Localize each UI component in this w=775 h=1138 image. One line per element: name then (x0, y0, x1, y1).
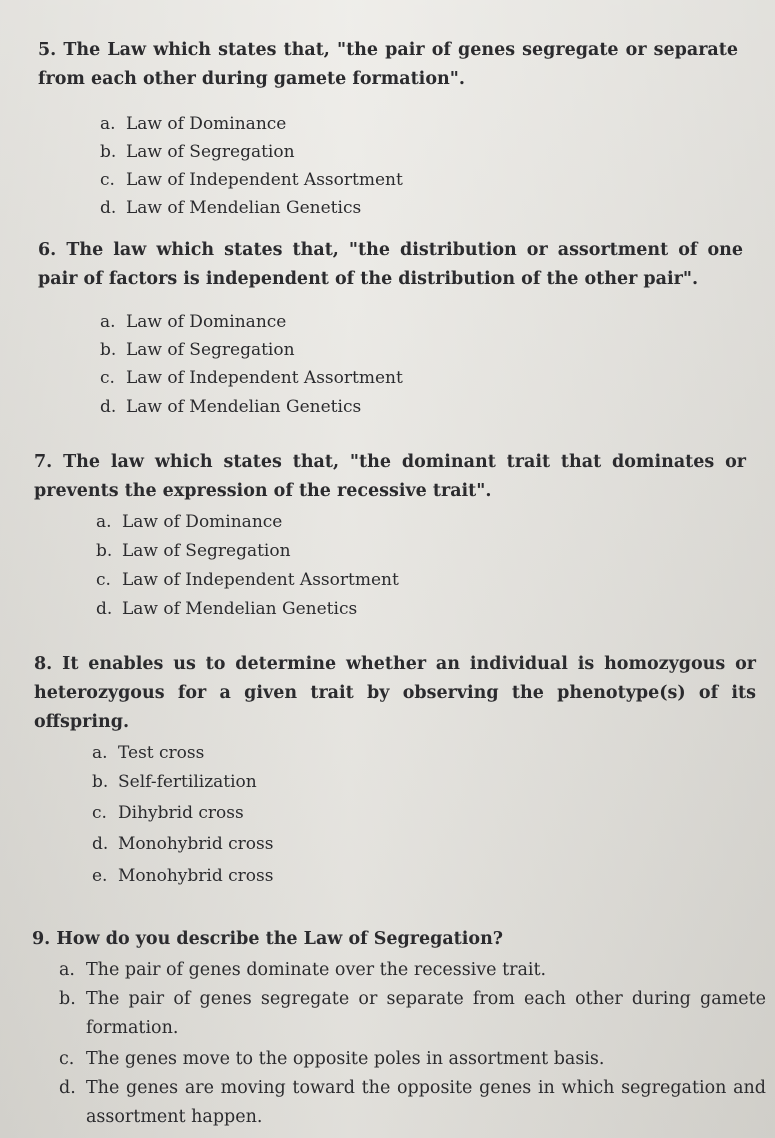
option-b (59, 985, 766, 1043)
option-letter: d. (59, 1078, 76, 1098)
option-letter: d. (100, 198, 117, 218)
question-stem (32, 925, 752, 954)
option-text: Law of Mendelian Genetics (126, 397, 362, 417)
option-text: Law of Independent Assortment (126, 170, 403, 190)
option-b (100, 336, 295, 364)
question-text: It enables us to determine whether an individual is homozygous or heterozygous for a given trait by observing the phenotype(s) of its offspring. (34, 654, 757, 732)
option-text: Law of Dominance (126, 312, 287, 332)
option-letter: c. (100, 170, 115, 190)
option-letter: a. (59, 960, 75, 980)
option-text: Law of Dominance (122, 512, 283, 532)
option-text: Law of Segregation (122, 541, 291, 561)
option-d (96, 595, 357, 623)
question-text: The law which states that, "the distribution or assortment of one pair of factors is independent of the distribution of the other pair". (38, 240, 744, 289)
option-c (96, 566, 399, 594)
option-text: Law of Segregation (126, 142, 295, 162)
question-text: How do you describe the Law of Segregation? (56, 929, 504, 949)
option-text: Law of Mendelian Genetics (122, 599, 358, 619)
question-number: 8. (34, 654, 53, 674)
question-text: The law which states that, "the dominant trait that dominates or prevents the expression of the recessive trait". (34, 452, 746, 501)
option-a (92, 739, 204, 767)
option-text: Test cross (118, 743, 205, 763)
option-text: The pair of genes dominate over the recessive trait. (86, 960, 547, 980)
option-text: Law of Dominance (126, 114, 287, 134)
option-text: Law of Segregation (126, 340, 295, 360)
option-letter: b. (96, 541, 113, 561)
option-letter: a. (100, 312, 116, 332)
option-text: The genes move to the opposite poles in assortment basis. (86, 1049, 605, 1069)
question-text: The Law which states that, "the pair of genes segregate or separate from each other during gamete formation". (38, 40, 738, 89)
option-text: Monohybrid cross (118, 866, 274, 886)
option-c (100, 166, 403, 194)
option-a (59, 956, 766, 985)
question-number: 5. (38, 40, 57, 60)
option-letter: a. (92, 743, 108, 763)
option-b (92, 768, 257, 796)
option-d (100, 194, 361, 222)
option-letter: c. (59, 1049, 75, 1069)
option-text: Monohybrid cross (118, 834, 274, 854)
option-c (59, 1045, 766, 1074)
option-c (100, 364, 403, 392)
question-stem (34, 448, 746, 506)
option-letter: c. (92, 803, 107, 823)
option-text: Law of Mendelian Genetics (126, 198, 362, 218)
option-b (96, 537, 291, 565)
option-b (100, 138, 295, 166)
option-letter: e. (92, 866, 108, 886)
option-a (100, 308, 286, 336)
question-number: 7. (34, 452, 53, 472)
question-stem (38, 236, 743, 294)
question-number: 9. (32, 929, 51, 949)
option-letter: d. (96, 599, 113, 619)
question-stem (34, 650, 756, 737)
option-text: Dihybrid cross (118, 803, 244, 823)
option-a (96, 508, 282, 536)
option-letter: c. (96, 570, 111, 590)
question-number: 6. (38, 240, 57, 260)
option-letter: b. (100, 340, 117, 360)
option-text: Self-fertilization (118, 772, 257, 792)
option-letter: d. (100, 397, 117, 417)
option-a (100, 110, 286, 138)
option-d (92, 830, 273, 858)
option-text: The genes are moving toward the opposite genes in which segregation and assortment happen. (86, 1078, 766, 1127)
option-letter: b. (59, 989, 76, 1009)
option-letter: d. (92, 834, 109, 854)
option-letter: b. (92, 772, 109, 792)
option-letter: b. (100, 142, 117, 162)
option-c (92, 799, 244, 827)
option-e (92, 862, 273, 890)
option-text: The pair of genes segregate or separate from each other during gamete formation. (86, 989, 766, 1038)
option-letter: c. (100, 368, 115, 388)
question-stem (38, 36, 738, 94)
option-letter: a. (96, 512, 112, 532)
option-d (100, 393, 361, 421)
option-letter: a. (100, 114, 116, 134)
option-d (59, 1074, 766, 1132)
option-text: Law of Independent Assortment (126, 368, 403, 388)
option-text: Law of Independent Assortment (122, 570, 399, 590)
